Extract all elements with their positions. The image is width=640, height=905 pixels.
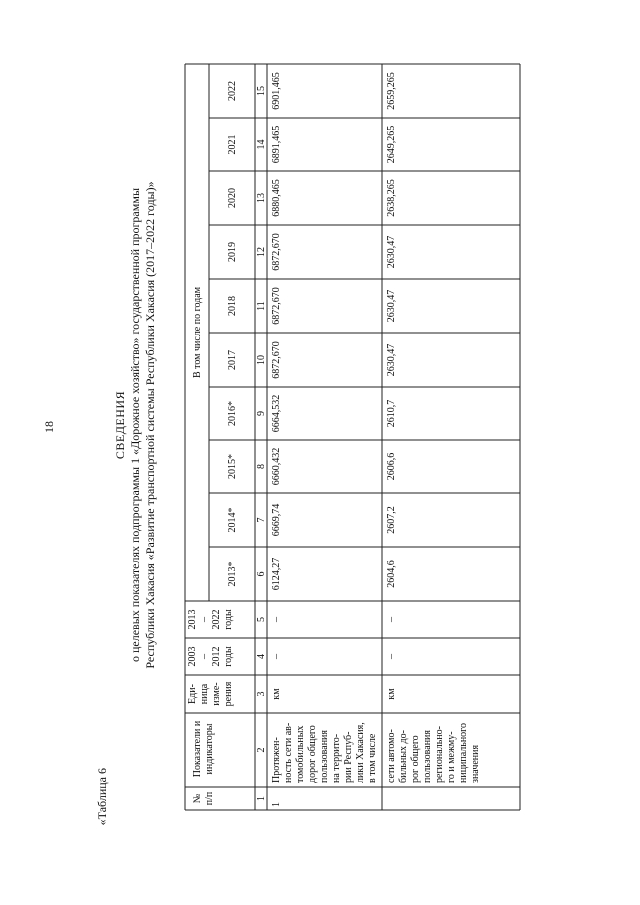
subtitle-line: Республики Хакасия «Развитие транспортной системы Республики Хакасия (2017–2022 годы)»	[143, 181, 157, 669]
row-indicator-line: бильных до-	[398, 730, 409, 783]
column-number: 8	[256, 464, 267, 469]
header-year: 2014*	[227, 507, 238, 533]
column-number: 15	[256, 86, 267, 96]
row-indicator	[271, 715, 387, 783]
header-year: 2019	[227, 242, 238, 262]
header-year: 2022	[227, 81, 238, 101]
document-title: СВЕДЕНИЯ	[113, 390, 127, 460]
row-indicator-line: дорог общего	[307, 725, 318, 783]
header-indicator-line: Показатели и	[192, 720, 203, 778]
column-number: 10	[256, 355, 267, 365]
row-indicator-line: Протяжен-	[271, 737, 282, 783]
row-value: 6664,532	[271, 394, 282, 433]
column-number: 2	[256, 747, 267, 753]
row-indicator-line: сети автомо-	[386, 729, 397, 783]
column-number: 6	[256, 571, 267, 577]
header-period-2013-2022-line: 2013	[187, 609, 198, 630]
header-num-line: №	[192, 793, 203, 804]
header-year: 2015*	[227, 454, 238, 479]
header-unit-line: изме-	[211, 682, 222, 706]
row-unit: км	[386, 688, 397, 700]
row-value: 2649,265	[386, 125, 397, 164]
column-number: 5	[256, 617, 267, 622]
row-value: 6872,670	[271, 233, 282, 271]
row-value: 6901,465	[271, 72, 282, 110]
header-year: 2013*	[227, 561, 238, 587]
header-period-2013-2022-line: 2022	[211, 609, 222, 630]
row-indicator-line: регионально-	[434, 725, 445, 783]
header-period-2013-2022	[187, 602, 253, 637]
page-number: 18	[42, 421, 56, 433]
header-indicator-line: индикаторы	[204, 723, 215, 775]
header-period-2003-2012	[187, 639, 253, 674]
column-number: 4	[256, 654, 267, 659]
row-value: 6880,465	[271, 179, 282, 217]
row-value: 6891,465	[271, 125, 282, 164]
row-indicator-line: ность сети ав-	[283, 722, 294, 783]
row-indicator-line: значения	[470, 744, 481, 783]
row-value: 2610,7	[386, 399, 397, 428]
column-number: 9	[256, 411, 267, 416]
header-year: 2021	[227, 134, 238, 155]
header-indicator	[192, 715, 247, 783]
header-unit-line: Еди-	[187, 684, 198, 704]
column-number: 13	[256, 193, 267, 203]
header-period-2003-2012-line: годы	[223, 646, 234, 667]
row-indicator	[386, 715, 502, 783]
column-number: 7	[256, 517, 267, 523]
row-value: 6660,432	[271, 447, 282, 486]
header-period-2003-2012-line: –	[199, 654, 210, 659]
header-year: 2018	[227, 296, 238, 316]
row-indicator-line: томобильных	[295, 725, 306, 783]
header-year: 2020	[227, 188, 238, 208]
row-indicator-line: рии Респуб-	[343, 731, 354, 783]
row-value: 6669,74	[271, 503, 282, 537]
row-value: 2604,6	[386, 560, 397, 588]
header-year: 2017	[227, 350, 238, 370]
column-number: 3	[256, 691, 267, 697]
table-label: «Таблица 6	[95, 768, 109, 826]
column-number: 12	[256, 247, 267, 257]
column-number: 1	[256, 796, 267, 801]
row-value: 6872,670	[271, 287, 282, 325]
row-number: 1	[271, 802, 282, 807]
row-value: 2607,2	[386, 506, 397, 534]
row-indicator-line: пользования	[319, 730, 330, 783]
row-indicator-line: на террито-	[331, 733, 342, 783]
row-value: 2606,6	[386, 452, 397, 481]
header-period-2003-2012-line: 2003	[187, 646, 198, 667]
row-value: 2638,265	[386, 179, 397, 217]
row-value: 2659,265	[386, 72, 397, 110]
row-value: 2630,47	[386, 235, 397, 269]
header-unit	[187, 676, 253, 712]
column-number: 14	[256, 139, 267, 150]
row-unit: км	[271, 688, 282, 700]
row-value: 2630,47	[386, 289, 397, 323]
column-number: 11	[256, 301, 267, 311]
header-by-years: В том числе по годам	[192, 286, 203, 379]
row-indicator-line: в том числе	[367, 733, 378, 783]
row-period-2: –	[386, 617, 397, 622]
header-period-2013-2022-line: –	[199, 617, 210, 622]
row-number	[386, 790, 400, 807]
header-period-2013-2022-line: годы	[223, 609, 234, 630]
row-indicator-line: пользования	[422, 730, 433, 783]
row-period-1: –	[271, 654, 282, 659]
header-unit-line: ница	[199, 683, 210, 705]
row-value: 6872,670	[271, 341, 282, 379]
row-indicator-line: рог общего	[410, 735, 421, 783]
row-period-2: –	[271, 617, 282, 622]
header-year: 2016*	[227, 401, 238, 426]
subtitle-line: о целевых показателях подпрограммы 1 «Дорожное хозяйство» государственной программы	[128, 187, 142, 663]
row-period-1: –	[386, 654, 397, 659]
header-num	[192, 789, 247, 808]
header-period-2003-2012-line: 2012	[211, 646, 222, 667]
row-value: 6124,27	[271, 557, 282, 591]
header-num-line: п/п	[204, 791, 215, 806]
row-value: 2630,47	[386, 343, 397, 377]
row-indicator-line: ниципального	[458, 722, 469, 783]
row-indicator-line: лики Хакасия,	[355, 722, 366, 783]
row-indicator-line: го и межму-	[446, 731, 457, 783]
header-unit-line: рения	[223, 681, 234, 707]
